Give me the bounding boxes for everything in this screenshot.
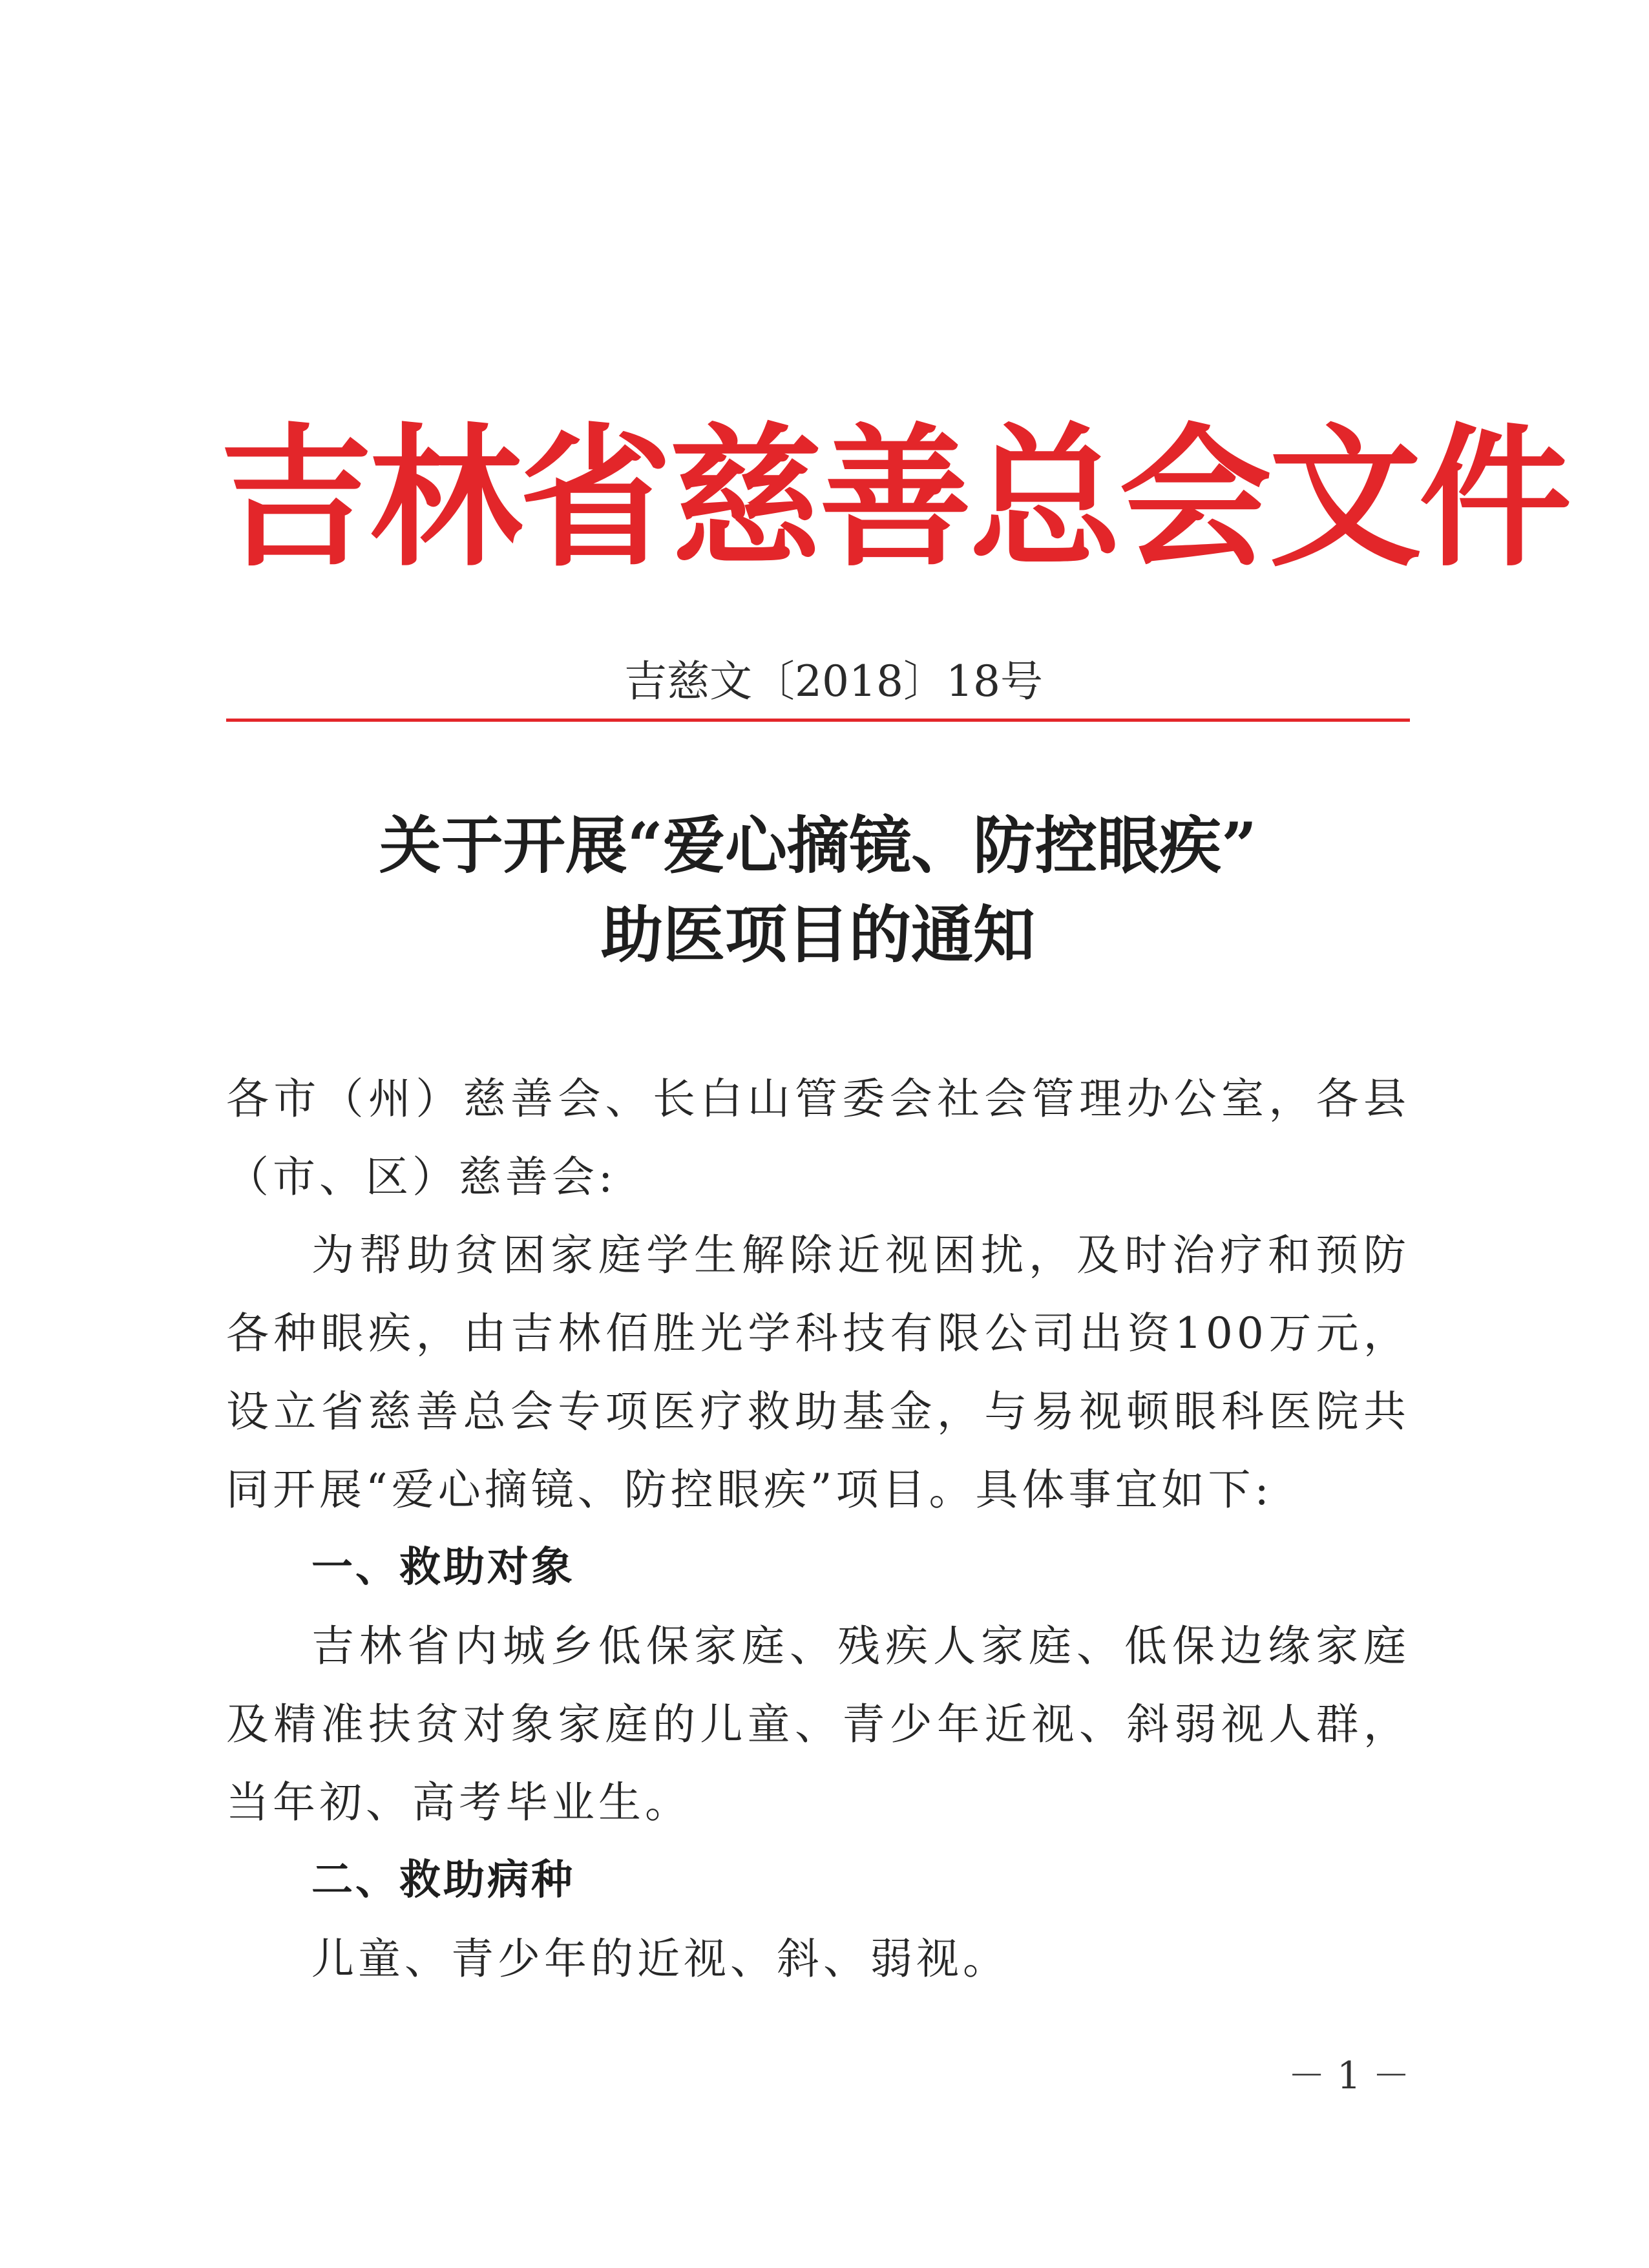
notice-title-line-1: 关于开展“爱心摘镜、防控眼疾”	[379, 809, 1257, 882]
salutation: 各市（州）慈善会、长白山管委会社会管理办公室，各县（市、区）慈善会:	[226, 1074, 1410, 1202]
notice-title	[226, 801, 1410, 980]
page-number: －1－	[1288, 2053, 1422, 2097]
document-number: 吉慈文〔2018〕18号	[624, 656, 1043, 706]
notice-title-line-2: 助医项目的通知	[601, 898, 1035, 971]
section-1-paragraph: 吉林省内城乡低保家庭、残疾人家庭、低保边缘家庭及精准扶贫对象家庭的儿童、青少年近视、斜弱视人群，当年初、高考毕业生。	[226, 1621, 1410, 1827]
red-divider-line	[226, 719, 1410, 722]
intro-paragraph: 为帮助贫困家庭学生解除近视困扰，及时治疗和预防各种眼疾，由吉林佰胜光学科技有限公司出资100万元，设立省慈善总会专项医疗救助基金，与易视顿眼科医院共同开展“爱心摘镜、防控眼疾”项目。具体事宜如下:	[226, 1230, 1410, 1515]
section-2-paragraph: 儿童、青少年的近视、斜、弱视。	[311, 1934, 1009, 1984]
section-1-heading: 一、救助对象	[311, 1544, 575, 1591]
masthead-title: 吉林省慈善总会文件	[220, 408, 1570, 587]
notice-body	[226, 1060, 1410, 1998]
section-2-heading: 二、救助病种	[311, 1856, 575, 1904]
